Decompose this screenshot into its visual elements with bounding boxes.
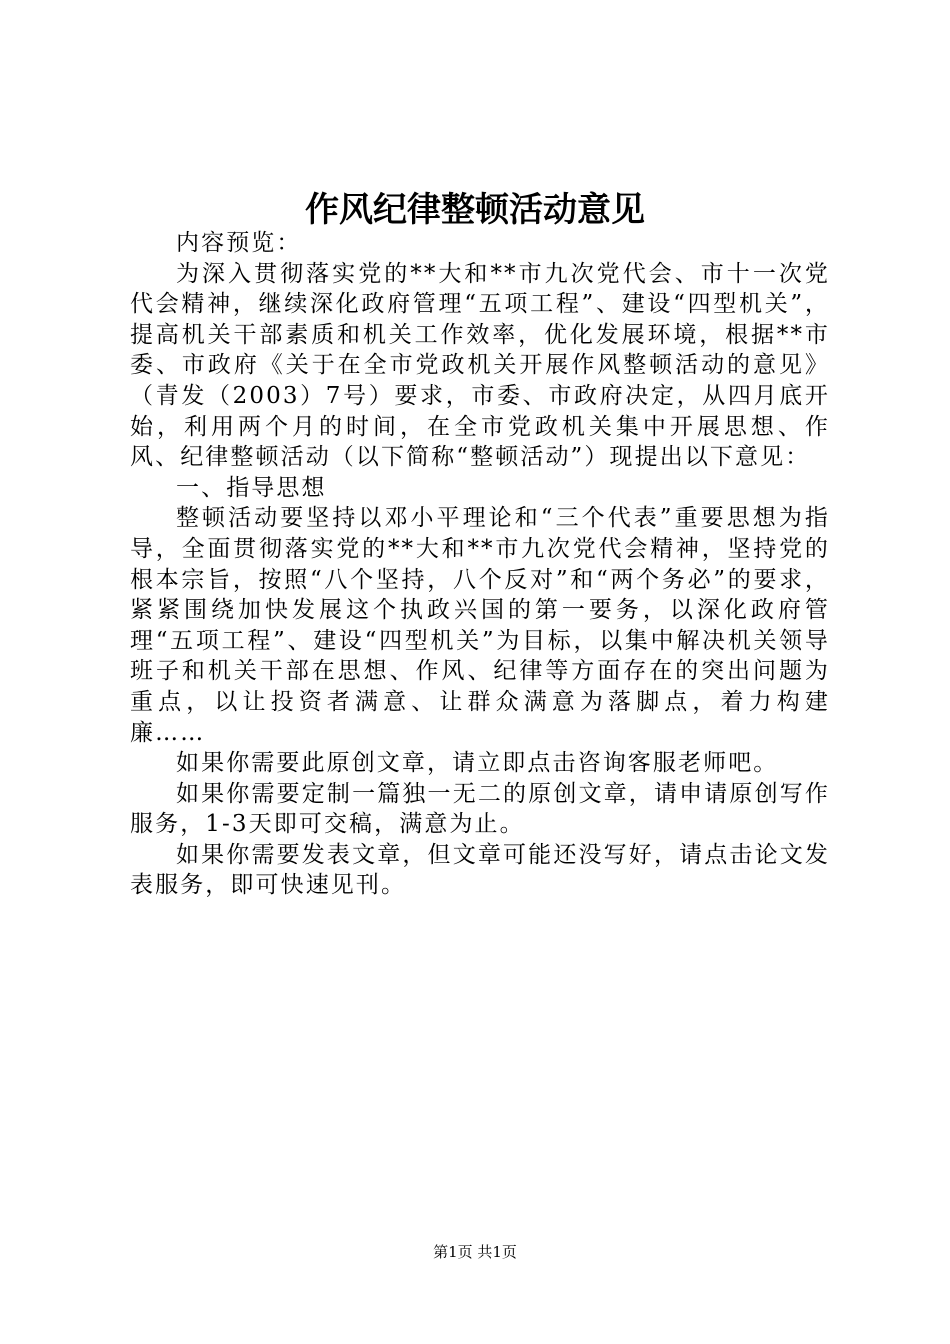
- custom-writing-paragraph: 如果你需要定制一篇独一无二的原创文章，请申请原创写作服务，1-3天即可交稿，满意为止。: [130, 780, 830, 838]
- publishing-service-paragraph: 如果你需要发表文章，但文章可能还没写好，请点击论文发表服务，即可快速见刊。: [130, 841, 830, 899]
- preview-label: 内容预览：: [176, 230, 302, 256]
- intro-paragraph: 为深入贯彻落实党的**大和**市九次党代会、市十一次党代会精神，继续深化政府管理“五项工程”、建设“四型机关”，提高机关干部素质和机关工作效率，优化发展环境，根据**市委、市政府《关于在全市党政机关开展作风整顿活动的意见》（青发（2003）7号）要求，市委、市政府决定，从四月底开始，利用两个月的时间，在全市党政机关集中开展思想、作风、纪律整顿活动（以下简称“整顿活动”）现提出以下意见：: [130, 260, 830, 471]
- guiding-thought-paragraph: 整顿活动要坚持以邓小平理论和“三个代表”重要思想为指导，全面贯彻落实党的**大和**市九次党代会精神，坚持党的根本宗旨，按照“八个坚持，八个反对”和“两个务必”的要求，紧紧围绕加快发展这个执政兴国的第一要务，以深化政府管理“五项工程”、建设“四型机关”为目标，以集中解决机关领导班子和机关干部在思想、作风、纪律等方面存在的突出问题为重点，以让投资者满意、让群众满意为落脚点，着力构建廉……: [130, 505, 830, 746]
- consult-service-paragraph: 如果你需要此原创文章，请立即点击咨询客服老师吧。: [176, 750, 779, 777]
- document-title: 作风纪律整顿活动意见: [305, 190, 645, 230]
- page-number-footer: 第1页 共1页: [433, 1243, 517, 1261]
- document-body: [130, 228, 830, 901]
- section-heading: 一、指导思想: [176, 474, 327, 501]
